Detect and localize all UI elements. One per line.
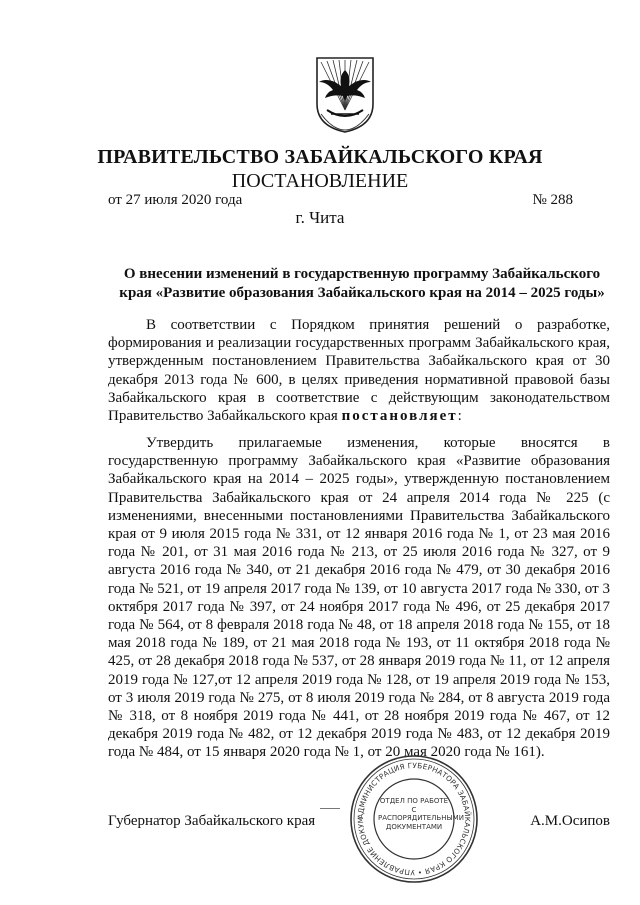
signature-mark: [320, 808, 340, 809]
preamble-text: В соответствии с Порядком принятия решений о разработке, формирования и реализации государственных программ Забайкальского края, утвержденным постановлением Правительства Забайкальского края от 30 декабря 2013 года № 600, в целях приведения нормативной правовой базы Забайкальского края в соответствие с действующим законодательством Правительство Забайкальского края: [108, 317, 610, 425]
coat-of-arms-emblem: [297, 52, 393, 134]
document-title: О внесении изменений в государственную программу Забайкальского края «Развитие образования Забайкальского края на 2014 – 2025 годы»: [119, 266, 605, 301]
main-paragraph-text: Утвердить прилагаемые изменения, которые вносятся в государственную программу Забайкальского края «Развитие образования Забайкальского края на 2014 – 2025 годы», утвержденную постановлением Правительства Забайкальского края от 24 апреля 2014 года № 225 (с изменениями, внесенными постановлениями Правительства Забайкальского края от 9 июля 2015 года № 331, от 12 января 2016 года № 1, от 23 мая 2016 года № 201, от 31 мая 2016 года № 213, от 25 июля 2016 года № 327, от 9 августа 2016 года № 340, от 21 декабря 2016 года № 479, от 30 декабря 2016 года № 521, от 19 апреля 2017 года № 139, от 10 августа 2017 года № 330, от 3 октября 2017 года № 397, от 24 ноября 2017 года № 496, от 25 декабря 2017 года № 564, от 8 февраля 2018 года № 48, от 18 апреля 2018 года № 155, от 18 мая 2018 года № 189, от 21 мая 2018 года № 193, от 11 октября 2018 года № 425, от 28 декабря 2018 года № 537, от 28 января 2019 года № 11, от 12 апреля 2019 года № 127,от 12 апреля 2019 года № 128, от 19 апреля 2019 года № 153, от 3 июля 2019 года № 275, от 8 июля 2019 года № 284, от 8 августа 2019 года № 318, от 8 ноября 2019 года № 441, от 28 ноября 2019 года № 467, от 12 декабря 2019 года № 482, от 12 декабря 2019 года № 483, от 12 декабря 2019 года № 484, от 15 января 2020 года № 1, от 20 мая 2020 года № 161).: [108, 435, 610, 761]
stamp-ring-text: АДМИНИСТРАЦИЯ ГУБЕРНАТОРА ЗАБАЙКАЛЬСКОГО КРАЯ • УПРАВЛЕНИЕ ДОКУМ: [355, 760, 473, 878]
document-date: от 27 июля 2020 года: [108, 192, 243, 208]
signatory-name: А.М.Осипов: [530, 813, 610, 829]
stamp-center-text: ОТДЕЛ ПО РАБОТЕ С РАСПОРЯДИТЕЛЬНЫМИ ДОКУМЕНТАМИ: [378, 797, 464, 831]
stamp-seal-icon: [348, 753, 480, 885]
preamble-paragraph: [108, 316, 610, 425]
preamble-end: :: [457, 408, 462, 425]
document-city: г. Чита: [295, 208, 345, 227]
coat-of-arms-icon: [297, 52, 393, 134]
resolves-keyword: постановляет: [341, 408, 458, 425]
official-stamp: [348, 753, 480, 885]
organization-title: ПРАВИТЕЛЬСТВО ЗАБАЙКАЛЬСКОГО КРАЯ: [97, 146, 543, 168]
main-paragraph: [108, 434, 610, 762]
signatory-role: Губернатор Забайкальского края: [108, 813, 316, 829]
document-number: № 288: [532, 192, 573, 208]
document-type: ПОСТАНОВЛЕНИЕ: [231, 170, 409, 192]
